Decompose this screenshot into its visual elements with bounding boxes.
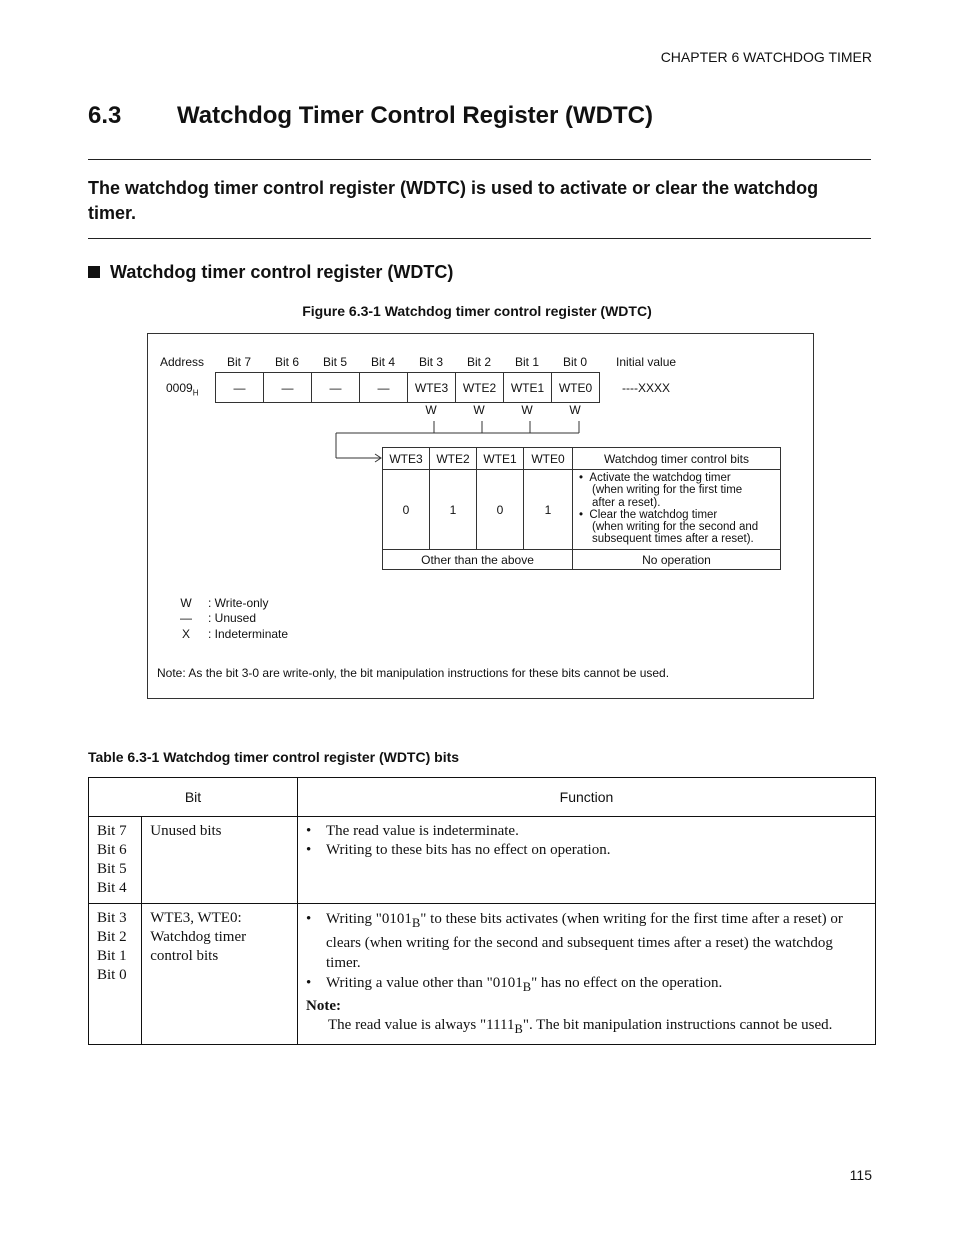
note-text: The read value is always "$1111_B$". The bit manipulation instructions cannot be used. bbox=[328, 1017, 833, 1036]
function-column-header: Function bbox=[298, 778, 876, 817]
function-item: • Writing to these bits has no effect on operation. bbox=[326, 841, 867, 860]
access-type: W bbox=[473, 403, 485, 417]
detail-function-line: (when writing for the first time bbox=[592, 484, 743, 497]
detail-header: WTE1 bbox=[476, 447, 524, 470]
legend-desc: : Indeterminate bbox=[208, 627, 289, 641]
table-header-row bbox=[89, 778, 876, 817]
bit-header: Bit 1 bbox=[514, 355, 539, 369]
detail-function-line: after a reset). bbox=[592, 496, 661, 509]
detail-value: 1 bbox=[429, 469, 477, 550]
bit-list: Bit 7 Bit 6 Bit 5 Bit 4 bbox=[89, 817, 142, 904]
legend-desc: : Unused bbox=[208, 611, 257, 625]
bits-table bbox=[88, 777, 876, 1045]
subsection-text: Watchdog timer control register (WDTC) bbox=[110, 262, 454, 282]
legend-symbol: X bbox=[181, 627, 190, 641]
register-bit-cell: — bbox=[311, 372, 360, 403]
detail-header: WTE0 bbox=[523, 447, 573, 470]
rule-bottom bbox=[88, 238, 871, 239]
bit-function bbox=[298, 817, 876, 904]
detail-other-function: No operation bbox=[572, 549, 781, 570]
detail-function-line: subsequent times after a reset). bbox=[592, 533, 754, 546]
bit-header: Bit 3 bbox=[418, 355, 443, 369]
detail-function-line: • Clear the watchdog timer bbox=[579, 508, 718, 521]
bit-name: Unused bits bbox=[142, 817, 298, 904]
figure-caption: Figure 6.3-1 Watchdog timer control register (WDTC) bbox=[302, 303, 652, 319]
detail-function-line: • Activate the watchdog timer bbox=[579, 472, 731, 484]
square-bullet-icon bbox=[88, 266, 100, 278]
section-title bbox=[88, 102, 653, 130]
register-bit-cell: WTE0 bbox=[551, 372, 600, 403]
bit-header: Bit 4 bbox=[370, 355, 395, 369]
register-bit-cell: — bbox=[215, 372, 264, 403]
detail-header: WTE3 bbox=[382, 447, 430, 470]
section-number: 6.3 bbox=[88, 102, 122, 129]
address-label: Address bbox=[160, 355, 205, 369]
function-item: • Writing "$0101_B$" to these bits activates (when writing for the first time after a reset) or clears (when writing for the second and subsequent times after a reset) the watchdog timer. bbox=[326, 909, 867, 973]
address-value: $0009_H$ bbox=[166, 381, 199, 398]
register-bit-cell: WTE1 bbox=[503, 372, 552, 403]
detail-value: 0 bbox=[382, 469, 430, 550]
table-caption: Table 6.3-1 Watchdog timer control register (WDTC) bits bbox=[88, 749, 460, 765]
bit-column-header: Bit bbox=[89, 778, 298, 817]
register-bit-cell: — bbox=[263, 372, 312, 403]
detail-header: Watchdog timer control bits bbox=[572, 447, 781, 470]
table-row bbox=[89, 817, 876, 904]
figure-note: Note: As the bit 3-0 are write-only, the bit manipulation instructions for these bits cannot be used. bbox=[157, 666, 670, 680]
legend-symbol: W bbox=[180, 596, 192, 610]
bit-header: Bit 2 bbox=[466, 355, 491, 369]
bit-function bbox=[298, 904, 876, 1045]
bit-header: Bit 5 bbox=[322, 355, 347, 369]
legend-symbol: — bbox=[180, 611, 192, 625]
initial-value: ----XXXX bbox=[622, 381, 670, 395]
access-type: W bbox=[521, 403, 533, 417]
register-bit-cell: — bbox=[359, 372, 408, 403]
lead-paragraph: The watchdog timer control register (WDTC) is used to activate or clear the watchdog timer. bbox=[88, 178, 819, 223]
function-item: • The read value is indeterminate. bbox=[326, 822, 867, 841]
table-row bbox=[89, 904, 876, 1045]
bit-list: Bit 3 Bit 2 Bit 1 Bit 0 bbox=[89, 904, 142, 1045]
detail-function-line: (when writing for the second and bbox=[592, 521, 759, 534]
note-label: Note: bbox=[306, 998, 341, 1014]
subsection-heading bbox=[88, 262, 453, 283]
register-bit-cell: WTE3 bbox=[407, 372, 456, 403]
bit-name: WTE3, WTE0: Watchdog timer control bits bbox=[142, 904, 298, 1045]
bit-header: Bit 7 bbox=[226, 355, 251, 369]
access-type: W bbox=[569, 403, 581, 417]
detail-other-label: Other than the above bbox=[382, 549, 573, 570]
bit-header: Bit 6 bbox=[274, 355, 299, 369]
detail-function bbox=[572, 469, 781, 550]
register-figure bbox=[147, 333, 814, 699]
chapter-header: CHAPTER 6 WATCHDOG TIMER bbox=[660, 49, 872, 65]
register-bit-cell: WTE2 bbox=[455, 372, 504, 403]
detail-header: WTE2 bbox=[429, 447, 477, 470]
page-number: 115 bbox=[849, 1167, 872, 1183]
function-item: • Writing a value other than "$0101_B$" has no effect on the operation. bbox=[326, 973, 867, 997]
rule-top bbox=[88, 159, 871, 160]
section-title-text: Watchdog Timer Control Register (WDTC) bbox=[177, 102, 653, 129]
legend-desc: : Write-only bbox=[208, 596, 269, 610]
bit-header: Bit 0 bbox=[562, 355, 587, 369]
access-type: W bbox=[425, 403, 437, 417]
initial-value-label: Initial value bbox=[616, 355, 677, 369]
detail-value: 1 bbox=[523, 469, 573, 550]
detail-value: 0 bbox=[476, 469, 524, 550]
